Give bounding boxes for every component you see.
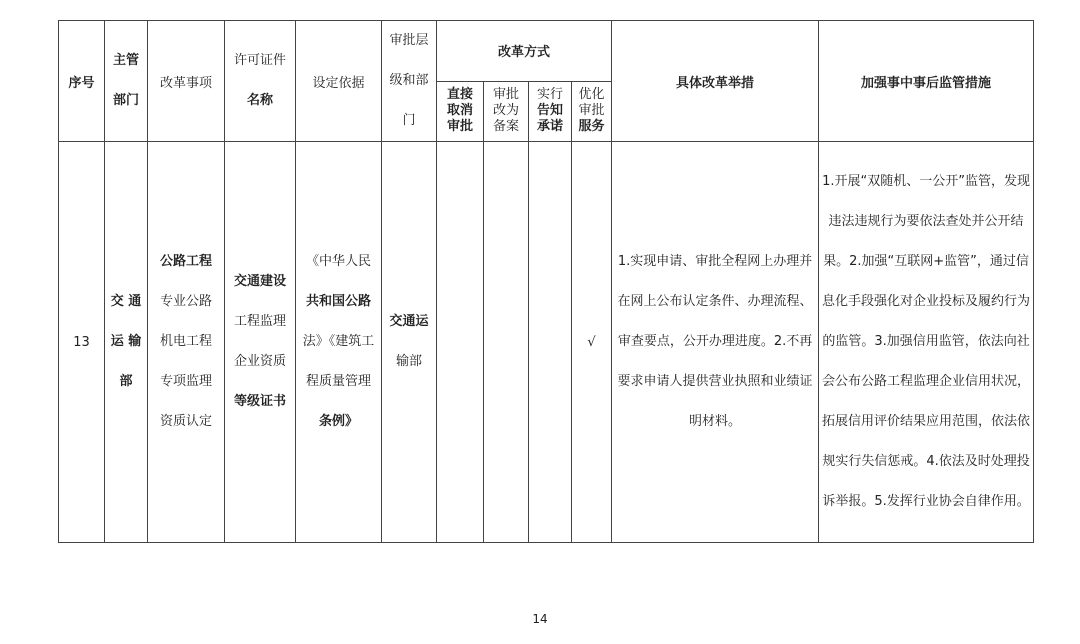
row-method-filing [484, 142, 529, 543]
row-supervision: 1.开展“双随机、一公开”监管，发现违法违规行为要依法查处并公开结果。2.加强“互联网+监管”，通过信息化手段强化对企业投标及履约行为的监管。3.加强信用监管，依法向社会公布公路工程监理企业信用状况，拓展信用评价结果应用范围，依法依规实行失信惩戒。4.依法及时处理投诉举报。5.发挥行业协会自律作用。 [819, 142, 1034, 543]
header-item: 改革事项 [148, 21, 225, 142]
row-level: 交通运 输部 [382, 142, 437, 543]
row-license: 交通建设 工程监理 企业资质 等级证书 [225, 142, 296, 543]
row-method-cancel [437, 142, 484, 543]
header-supervision: 加强事中事后监管措施 [819, 21, 1034, 142]
header-license: 许可证件 名称 [225, 21, 296, 142]
header-measures: 具体改革举措 [612, 21, 819, 142]
row-dept: 交 通 运 输 部 [105, 142, 148, 543]
page-number: 14 [532, 612, 548, 626]
row-basis: 《中华人民 共和国公路 法》《建筑工 程质量管理 条例》 [296, 142, 382, 543]
row-measures: 1.实现申请、审批全程网上办理并在网上公布认定条件、办理流程、审查要点，公开办理进度。2.不再要求申请人提供营业执照和业绩证明材料。 [612, 142, 819, 543]
row-method-notify [529, 142, 572, 543]
row-method-optimize: √ [572, 142, 612, 543]
row-item: 公路工程 专业公路 机电工程 专项监理 资质认定 [148, 142, 225, 543]
header-method: 改革方式 [437, 21, 612, 82]
reform-table [58, 20, 1034, 543]
header-dept: 主管 部门 [105, 21, 148, 142]
method-notify: 实行 告知 承诺 [529, 81, 572, 142]
method-optimize: 优化 审批 服务 [572, 81, 612, 142]
row-seq: 13 [59, 142, 105, 543]
header-seq: 序号 [59, 21, 105, 142]
method-filing: 审批 改为 备案 [484, 81, 529, 142]
header-level: 审批层 级和部 门 [382, 21, 437, 142]
method-cancel: 直接 取消 审批 [437, 81, 484, 142]
header-basis: 设定依据 [296, 21, 382, 142]
